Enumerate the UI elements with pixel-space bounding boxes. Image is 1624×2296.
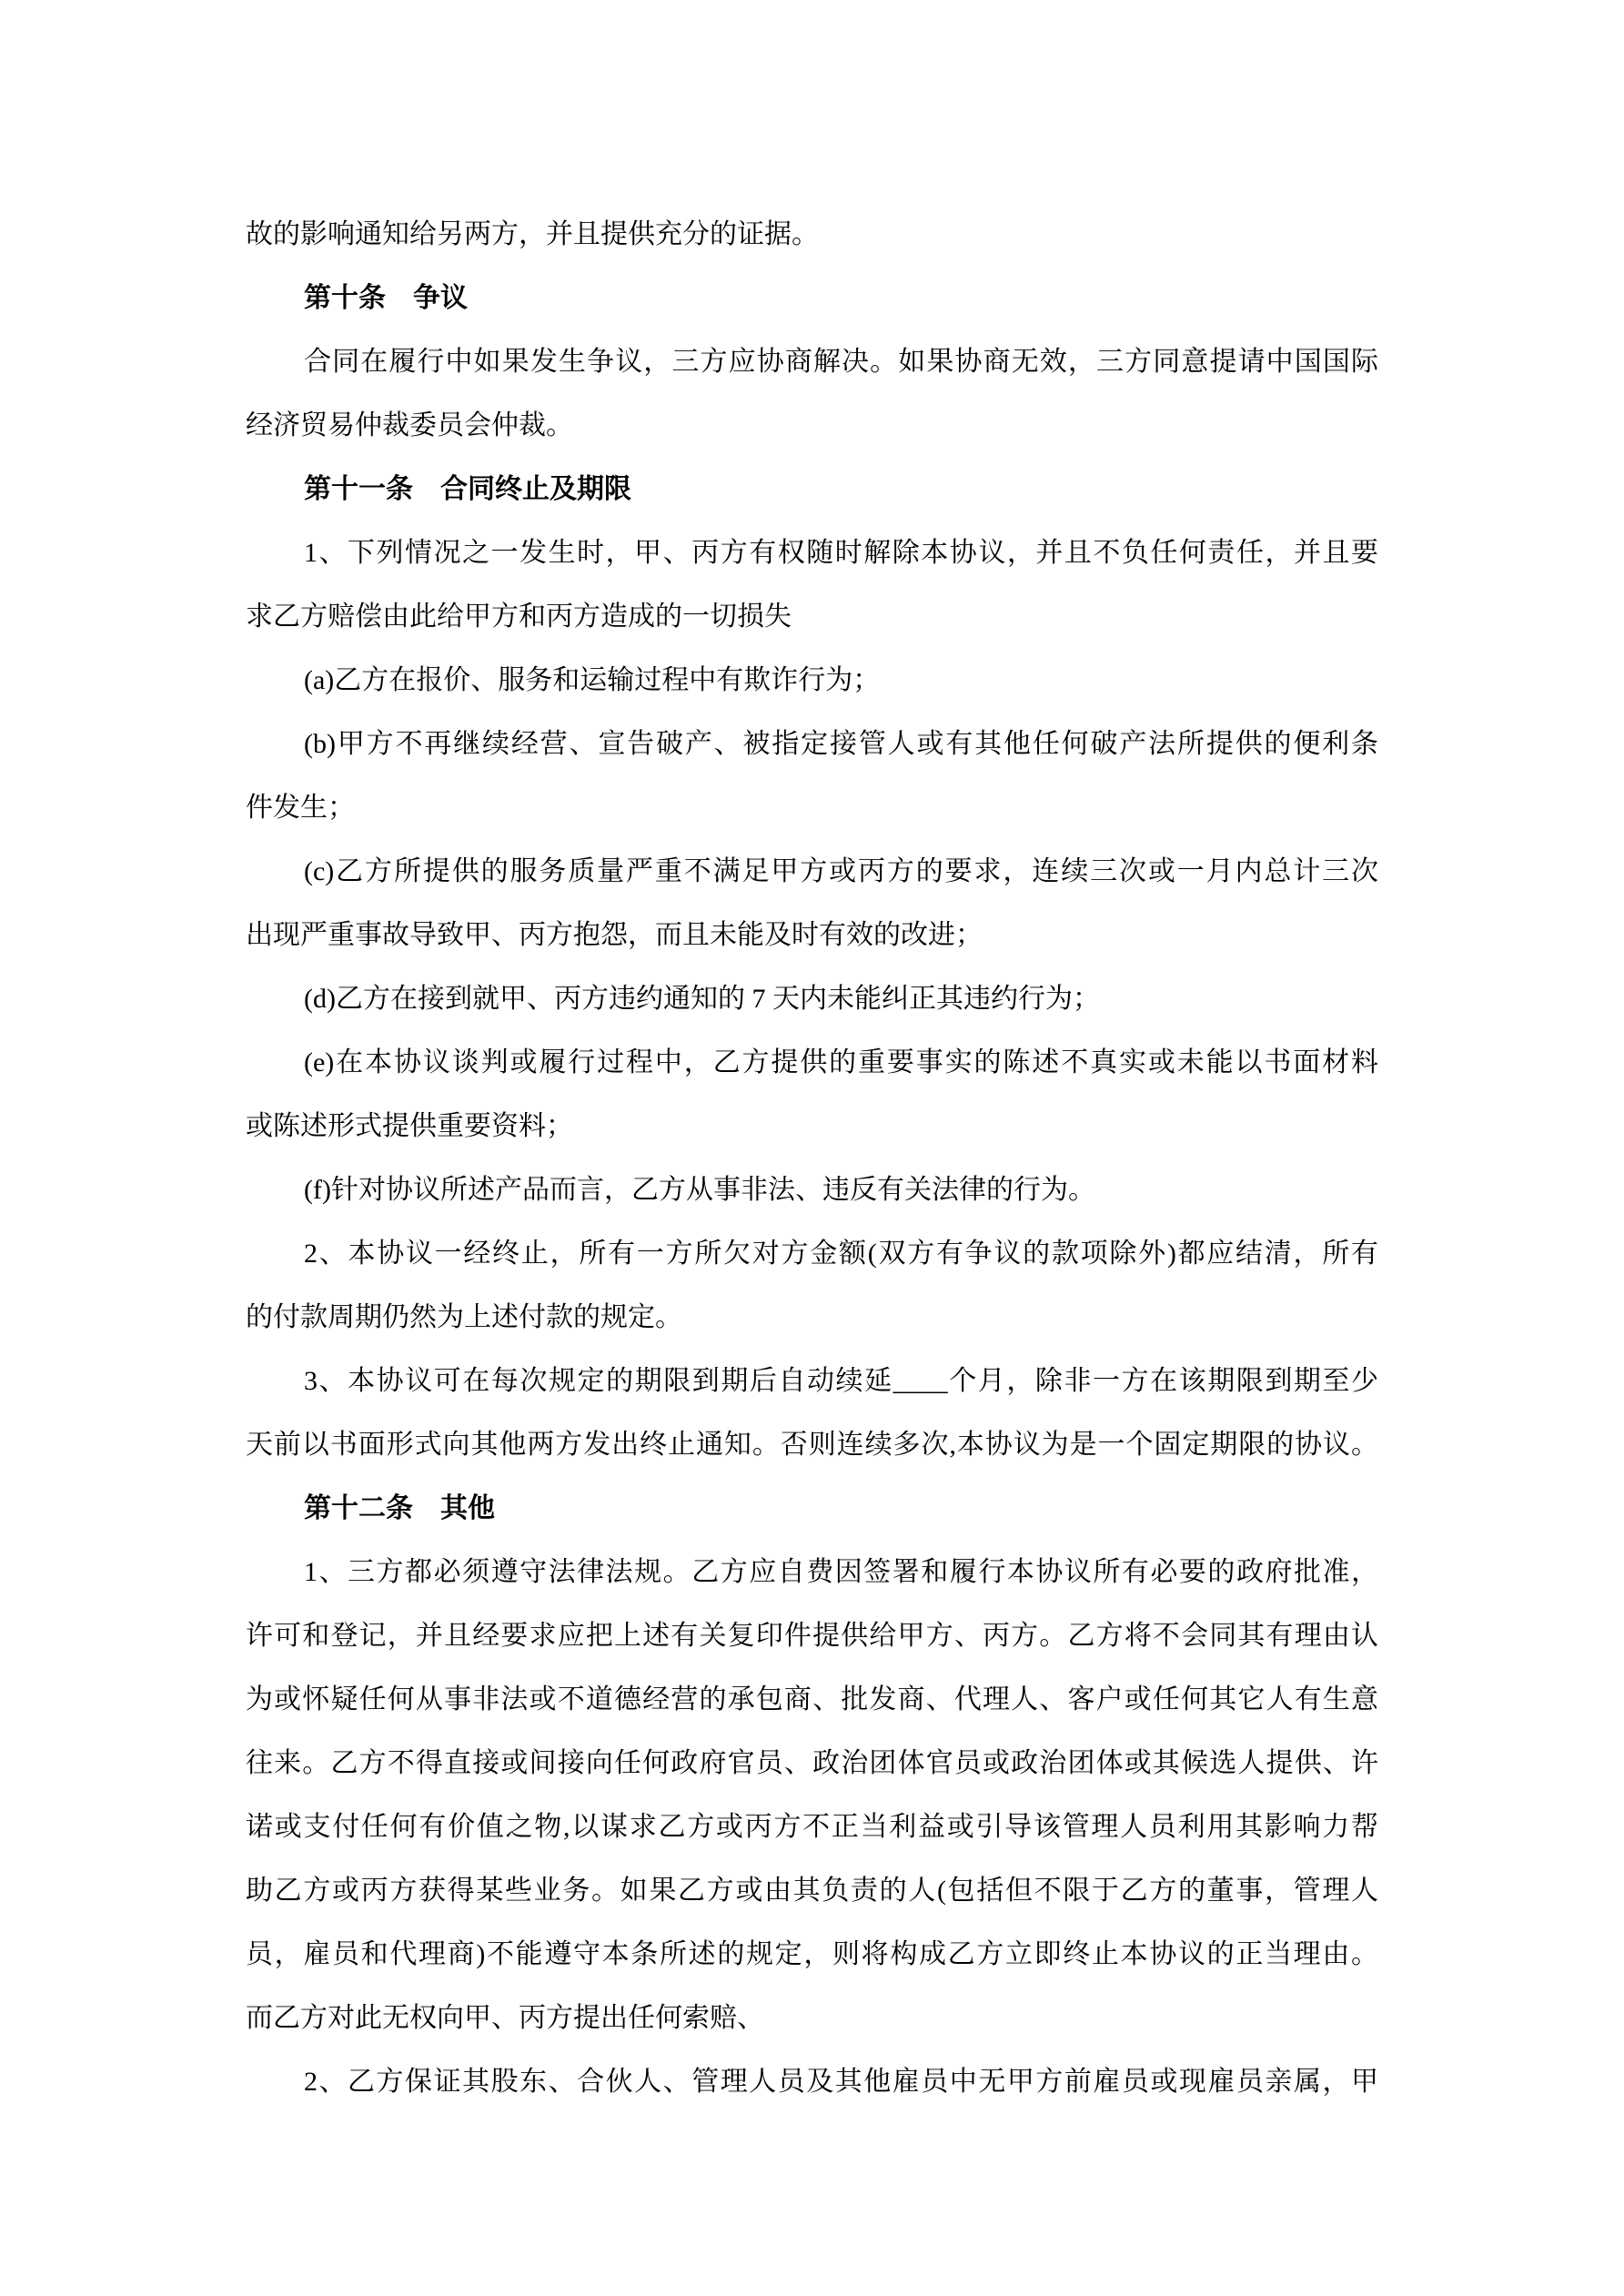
text-line: 的付款周期仍然为上述付款的规定。 <box>246 1302 682 1332</box>
text-line: (e)在本协议谈判或履行过程中，乙方提供的重要事实的陈述不真实或未能以书面材料 <box>304 1047 1378 1077</box>
document-content <box>246 203 1378 2114</box>
text-line: 或陈述形式提供重要资料； <box>246 1111 573 1141</box>
text-line: 为或怀疑任何从事非法或不道德经营的承包商、批发商、代理人、客户或任何其它人有生意 <box>246 1684 1378 1714</box>
text-line: 而乙方对此无权向甲、丙方提出任何索赔、 <box>246 2003 764 2033</box>
text-line: 助乙方或丙方获得某些业务。如果乙方或由其负责的人(包括但不限于乙方的董事，管理人 <box>246 1876 1378 1906</box>
text-line: 许可和登记，并且经要求应把上述有关复印件提供给甲方、丙方。乙方将不会同其有理由认 <box>246 1621 1378 1651</box>
text-line: 天前以书面形式向其他两方发出终止通知。否则连续多次,本协议为是一个固定期限的协议。 <box>246 1430 1378 1460</box>
text-line: 员，雇员和代理商)不能遵守本条所述的规定，则将构成乙方立即终止本协议的正当理由。 <box>246 1939 1378 1969</box>
text-line: (f)针对协议所述产品而言，乙方从事非法、违反有关法律的行为。 <box>304 1175 1095 1205</box>
text-line: 往来。乙方不得直接或间接向任何政府官员、政治团体官员或政治团体或其候选人提供、许 <box>246 1748 1378 1778</box>
text-line: 合同在履行中如果发生争议，三方应协商解决。如果协商无效，三方同意提请中国国际 <box>304 347 1378 377</box>
text-line: 出现严重事故导致甲、丙方抱怨，而且未能及时有效的改进； <box>246 920 983 950</box>
text-line: 故的影响通知给另两方，并且提供充分的证据。 <box>246 219 819 249</box>
section-heading: 第十二条 其他 <box>304 1493 495 1523</box>
text-line: 2、本协议一经终止，所有一方所欠对方金额(双方有争议的款项除外)都应结清，所有 <box>304 1239 1378 1269</box>
text-line: (c)乙方所提供的服务质量严重不满足甲方或丙方的要求，连续三次或一月内总计三次 <box>304 856 1378 886</box>
text-line: (a)乙方在报价、服务和运输过程中有欺诈行为； <box>304 665 881 695</box>
text-line: 求乙方赔偿由此给甲方和丙方造成的一切损失 <box>246 602 792 632</box>
text-line: 1、三方都必须遵守法律法规。乙方应自费因签署和履行本协议所有必要的政府批准， <box>304 1557 1378 1587</box>
section-heading: 第十一条 合同终止及期限 <box>304 474 631 504</box>
text-line: (b)甲方不再继续经营、宣告破产、被指定接管人或有其他任何破产法所提供的便利条 <box>304 729 1378 759</box>
text-line: 经济贸易仲裁委员会仲裁。 <box>246 410 573 440</box>
text-line: 1、下列情况之一发生时，甲、丙方有权随时解除本协议，并且不负任何责任，并且要 <box>304 538 1378 568</box>
text-line: 3、本协议可在每次规定的期限到期后自动续延____个月，除非一方在该期限到期至少 <box>304 1366 1378 1396</box>
text-line: 诺或支付任何有价值之物,以谋求乙方或丙方不正当利益或引导该管理人员利用其影响力帮 <box>246 1812 1378 1842</box>
section-heading: 第十条 争议 <box>304 283 468 313</box>
text-line: (d)乙方在接到就甲、丙方违约通知的 7 天内未能纠正其违约行为； <box>304 984 1100 1014</box>
text-line: 件发生； <box>246 793 355 823</box>
text-line: 2、乙方保证其股东、合伙人、管理人员及其他雇员中无甲方前雇员或现雇员亲属，甲 <box>304 2067 1378 2097</box>
